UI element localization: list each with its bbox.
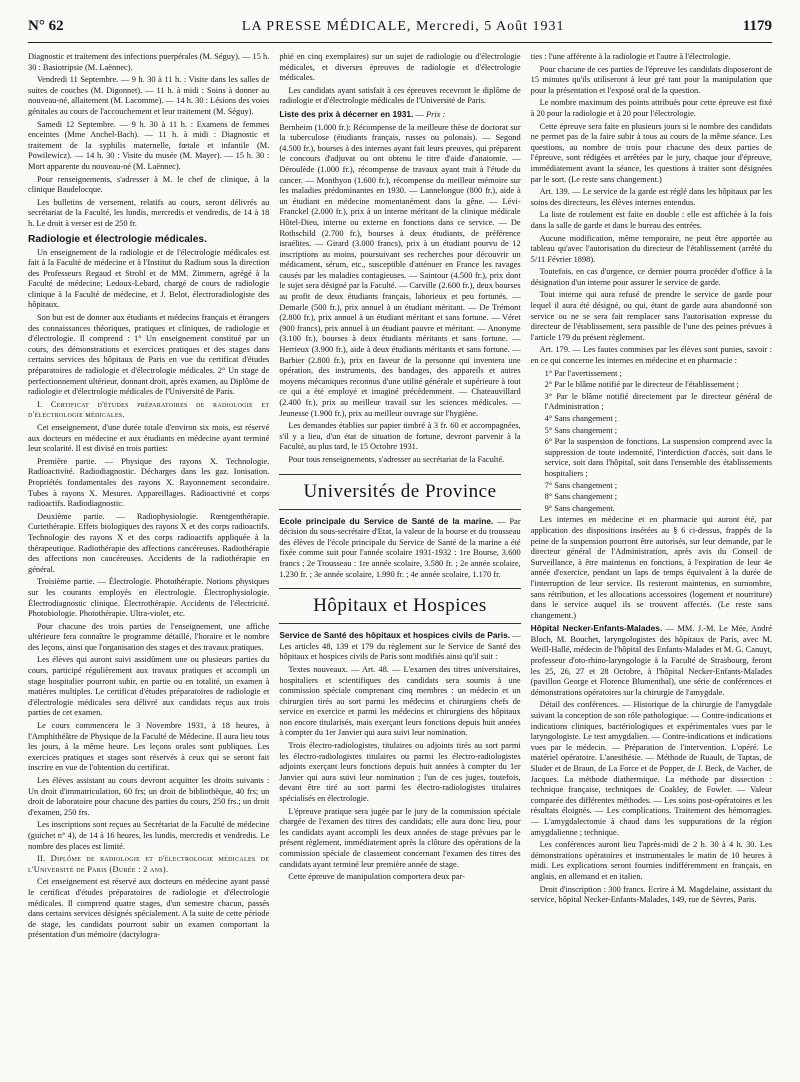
section-heading-prix: Liste des prix à décerner en 1931. (279, 108, 414, 119)
subheading-diplome: II. Diplôme de radiologie et d'électrologie médicales de l'Université de Paris (Durée : 2 ans). (28, 854, 270, 874)
paragraph: Bernheim (1.000 fr.): Récompense de la meilleure thèse de doctorat sur la tuberculose (étudiants français, russes ou polonais). — Segond (4.500 fr.), bourses à des internes ayant fait leurs preuves, qui préparent le concours d'adjuvat ou ont obtenu le titre d'aide d'anatomie. — Déroulède (1.000 fr.), récompense de travaux ayant trait à l'étude du cancer. — Monthyon (1.600 fr.), récompense du meilleur mémoire sur les maladies prédominantes en 1930. — Lannelongue (800 fr.), aide à un étudiant en médecine momentanément dans la gêne. — Lévi-Franckel (2.000 fr.), prix à un interne méritant de la clinique médicale Hôtel-Dieu, interne ou externe en fonctions dans ce service. — De Rothschild (2.700 fr.), bourses à deux étudiants, de préférence israélites. — Girard (3.000 francs), prix à un étudiant pourvu de 12 inscriptions au moins, poursuivant ses recherches pour découvrir un médicament, sérum, etc., susceptible d'atténuer en France les ravages causés par les maladies contagieuses. — Saintour (4.500 fr.), prix dont le sujet sera désigné par la Faculté. — Carville (2.600 fr.), deux bourses au profit de deux étudiants français, laborieux et peu fortunés. — Demarle (500 fr.), prix annuel à un étudiant méritant. — De Trémont (2.800 fr.), prix annuel à un étudiant méritant et sans fortune. — Véret (900 francs), prix annuel à un étudiant pauvre et méritant. — Anonyme (3.100 fr.), bourses à deux étudiants méritants et sans fortune. — Herrieux (3.900 fr.), aide à deux étudiants méritants et sans fortune. — Barbier (2.800 fr.), prix en faveur de la personne qui inventera une opération, des instruments, des bandages, des appareils et autres moyens mécaniques reconnus d'une utilité générale et supérieure à tout ce qui a été employé et imaginé précédemment. — Chateauvillard (2.400 fr.), prix au meilleur travail sur les sciences médicales. — Jeunesse (1.900 fr.), prix au meilleur ouvrage sur l'hygiène. (279, 122, 521, 418)
paragraph: Vendredi 11 Septembre. — 9 h. 30 à 11 h. : Visite dans les salles de suites de couches (M. Digonnet). — 11 h. à midi : Soins à donner au nouveau-né, allaitement (M. Lacomme). — 14 h. 30 : Lésions des voies génitales au cours de l'accouchement et leur traitement (M. Séguy). (28, 75, 270, 116)
paragraph: Textes nouveaux. — Art. 48. — L'examen des titres universitaires, hospitaliers et scientifiques des candidats sera soumis à une commission spéciale comprenant cinq membres : un médecin et un chirurgien tirés au sort parmi les médecins et chirurgiens chefs de service en exercice et parmi les médecins et chirurgiens des hôpitaux non encore titularisés, mais exerçant leurs fonctions depuis huit années à compter du 1er Janvier qui aura suivi leur nomination. (279, 664, 521, 738)
list-item: 4° Sans changement ; (544, 414, 618, 423)
paragraph: Pour renseignements, s'adresser à M. le chef de clinique, à la clinique Baudelocque. (28, 174, 270, 195)
service-paragraph: Service de Santé des hôpitaux et hospices civils de Paris. — Les articles 48, 139 et 179 du règlement sur le Service de Santé des hôpitaux et hospices civils de Paris sont modifiés ainsi qu'il suit : (279, 630, 521, 662)
paragraph: Toutefois, en cas d'urgence, ce dernier pourra procéder d'office à la désignation d'un interne pour assurer le service de garde. (530, 267, 772, 287)
paragraph: Cet enseignement est réservé aux docteurs en médecine ayant passé le certificat d'études préparatoires de radiologie et d'électrologie médicales. Il comprend quatre stages, d'un semestre chacun, passés dans certains services désignés spécialement. A la suite de cette période de stage, les candidats pourront subir un examen comportant la présentation d'un mémoire (dactylogra- (28, 877, 270, 940)
paragraph: Première partie. — Physique des rayons X. Technologie. Radioactivité. Radiodiagnostic. Décharges dans les gaz. Ionisation. Propriétés fondamentales des rayons X. Rayonnement secondaire. Tubes à rayons X. Mesures. Appareillages. Radioactivité et corps radioactifs. Radiodiagnostic. (28, 456, 270, 509)
paragraph: Trois électro-radiologistes, titulaires ou adjoints tirés au sort parmi les électro-radiologistes titulaires ou parmi les électro-radiologistes adjoints exerçant leurs fonctions depuis huit années à compter du 1er Janvier qui aura suivi leur nomination ; l'un de ces juges, toutefois, devant être tiré au sort parmi les électro-radiologistes titulaires spécialisés en électrologie. (279, 741, 521, 804)
subheading-service-sante: Service de Santé des hôpitaux et hospices civils de Paris. (279, 630, 511, 641)
paragraph: Pour chacune des trois parties de l'enseignement, une affiche ultérieure fera connaître le programme détaillé, l'horaire et le nombre des leçons, ainsi que l'organisation des stages et des travaux pratiques. (28, 621, 270, 652)
ecole-paragraph: Ecole principale du Service de Santé de la marine. — Par décision du sous-secrétaire d'Etat, la valeur de la bourse et du trousseau des élèves de l'école principale du Service de Santé de la marine a été fixée comme suit pour l'année scolaire 1931-1932 : 1re Bourse, 3.600 francs ; 2e Trousseau : 1re année scolaire, 3.580 fr. ; 2e année scolaire, 1.230 fr. ; 3e année scolaire, 1.990 fr. ; 4e année scolaire, 1.170 fr. (279, 515, 521, 579)
list-item: 8° Sans changement ; (544, 492, 618, 502)
paragraph: Aucune modification, même temporaire, ne peut être apportée au tableau qu'avec l'autorisation du directeur de l'établissement (arrêté du 5/11 Février 1898). (530, 233, 772, 264)
paragraph: Tout interne qui aura refusé de prendre le service de garde pour lequel il aura été désigné, ou qui, étant de garde aura abandonné son service ou ne se sera fait remplacer sans l'autorisation expresse du directeur de l'établissement, sera passible de l'une des peines prévues à l'article 179 du présent règlement. (530, 290, 772, 342)
paragraph: La liste de roulement est faite en double : elle est affichée à la fois dans la salle de garde et dans le bureau des entrées. (530, 210, 772, 230)
paragraph-text: Par décision du sous-secrétaire d'Etat, la valeur de la bourse et du trousseau des élèves de l'école principale du Service de Santé de la marine a été fixée comme suit pour l'année scolaire 1931-1932 : 1re Bourse, 3.600 francs ; 2e Trousseau : 1re année scolaire, 3.580 fr. ; 2e année scolaire, 1.230 fr. ; 3e année scolaire, 1.990 fr. ; 4e année scolaire, 1.170 fr. (279, 516, 521, 579)
section-heading-radiologie: Radiologie et électrologie médicales. (28, 233, 207, 245)
paragraph: Un enseignement de la radiologie et de l'électrologie médicales est fait à la Faculté de médecine et à l'Institut du Radium sous la direction des Professeurs Regaud et Strohl et de MM. Zimmern, agrégé à la Faculté de médecine; Ledoux-Lebard, chargé de cours de radiologie clinique à la Faculté de médecine, et J. Belot, électroradiologiste des hôpitaux. (28, 247, 270, 310)
prix-intro: Liste des prix à décerner en 1931. — Prix : (279, 108, 446, 119)
paragraph: ties : l'une afférente à la radiologie et l'autre à l'électrologie. (530, 52, 731, 61)
paragraph: Les demandes établies sur papier timbré à 3 fr. 60 et accompagnées, s'il y a lieu, d'un état de situation de fortune, devront parvenir à la Faculté, au plus tard, le 15 Octobre 1931. (279, 421, 521, 452)
article-columns (28, 52, 772, 1074)
page-header (28, 18, 772, 42)
paragraph: Droit d'inscription : 300 francs. Ecrire à M. Magdelaine, assistant du service, hôpital Necker-Enfants-Malades, 149, rue de Sèvres, Paris. (530, 884, 772, 905)
subheading-necker: Hôpital Necker-Enfants-Malades. (530, 623, 663, 634)
section-banner-universites: Universités de Province (279, 474, 520, 510)
column-2 (279, 52, 520, 1074)
list-item: 9° Sans changement. (544, 503, 615, 513)
paragraph: Troisième partie. — Électrologie. Photothérapie. Notions physiques sur les courants employés en électrologie. Électrophysiologie. Électrodiagnostic clinique. Électrothérapie. Accidents de l'électricité. Photobiologie. Photothérapie. Ultra-violet, etc. (28, 577, 270, 619)
subheading-certificat: I. Certificat d'études préparatoires de radiologie et d'électrologie médicales. (28, 399, 270, 420)
paragraph: Les internes en médecine et en pharmacie qui auront été, par application des dispositions insérées au § 6 ci-dessus, frappés de la peine de la suspension pourront être autorisés, sur leur demande, par le directeur général de l'Administration, après avis du Conseil de Surveillance, à être maintenus en fonctions, à l'expiration de leur 4e année d'exercice, pendant un laps de temps équivalent à la durée de l'interruption de leur service. Ils resteront maintenus, en surnombre, sans rétribution, et les allocations accessoires (logement et nourriture) dans le service auquel ils se trouvent affectés. (Le reste sans changement.) (530, 515, 772, 620)
list-item: 7° Sans changement ; (544, 480, 618, 490)
section-banner-hopitaux: Hôpitaux et Hospices (279, 588, 520, 624)
prix-label: Prix : (425, 109, 446, 119)
paragraph: Art. 139. — Le service de la garde est réglé dans les hôpitaux par les soins des directeurs, les élèves internes entendus. (530, 187, 772, 207)
paragraph: Samedi 12 Septembre. — 9 h. 30 à 11 h. : Examens de femmes enceintes (Mme Anchel-Bach). — 11 h. à midi : Diagnostic et traitement de la syphilis maternelle, fœtale et infantile (M. Powilewicz). — 14 h. 30 : Visite du musée (M. Mayer). — 15 h. 30 : Mort apparente du nouveau-né (M. Laënnec). (28, 119, 270, 171)
paragraph: Cette épreuve de manipulation comportera deux par- (288, 872, 465, 882)
list-item: 1° Par l'avertissement ; (544, 368, 622, 378)
paragraph: Art. 179. — Les fautes commises par les élèves sont punies, savoir : en ce qui concerne les internes en médecine et en pharmacie : (530, 345, 772, 366)
issue-number: N° 62 (28, 18, 64, 34)
paragraph: Le cours commencera le 3 Novembre 1931, à 18 heures, à l'Amphithéâtre de Physique de la Faculté de Médecine. Il aura lieu tous les jours, à la même heure. Les leçons orales sont publiques. Les exercices pratiques et stages sont réservés à ceux qui se seront fait inscrire en vue de l'obtention du certificat. (28, 721, 270, 773)
paragraph: Les bulletins de versement, relatifs au cours, seront délivrés au secrétariat de la Faculté, les lundis, mercredis et vendredis, de 14 à 18 h. Le droit à verser est de 250 fr. (28, 197, 270, 228)
subheading-ecole-marine: Ecole principale du Service de Santé de la marine. (279, 515, 494, 526)
paragraph: Les élèves assistant au cours devront acquitter les droits suivants : Un droit d'immatriculation, 60 frs; un droit de bibliothèque, 40 frs; un droit de laboratoire pour chacune des parties du cours, 250 frs.; un droit d'examen, 250 frs. (28, 776, 270, 817)
paragraph: Pour tous renseignements, s'adresser au secrétariat de la Faculté. (288, 454, 505, 464)
paragraph: Les conférences auront lieu l'après-midi de 2 h. 30 à 4 h. 30. Les démonstrations opératoires et instrumentales le matin de 10 heures à midi. Les explications seront fournies indifféremment en français, en anglais, en allemand et en italien. (530, 840, 772, 881)
necker-paragraph: Hôpital Necker-Enfants-Malades. — MM. J.-M. Le Mée, André Bloch, M. Bouchet, laryngologistes des hôpitaux de Paris, avec M. Weill-Hallé, médecin de l'hôpital des Enfants-Malades et M. G. Canuyt, professeur d'oto-rhino-laryngologie à la Faculté de Strasbourg, feront les 25, 26, 27 et 28 Octobre, à l'hôpital Necker-Enfants-Malades (pavillon George et Florence Blumenthal), une série de conférences et démonstrations opératoires sur la chirurgie de l'amygdale. (530, 623, 772, 697)
list-item: 3° Par le blâme notifié directement par le directeur général de l'Administration ; (544, 391, 772, 412)
column-1 (28, 52, 269, 1074)
paragraph: Les inscriptions sont reçues au Secrétariat de la Faculté de médecine (guichet n° 4), de 14 à 16 heures, les lundis, mercredis et vendredis. Le nombre des places est limité. (28, 820, 270, 851)
paragraph: Deuxième partie. — Radiophysiologie. Rœntgenthérapie. Curiethérapie. Effets biologiques des rayons X et des corps radioactifs. Technologie des rayons X et des corps radioactifs appliquée à la thérapeutique. Radiothérapie des affections cancéreuses. Radiothérapie des affections non cancéreuses. Accidents de la radiothérapie en général. (28, 511, 270, 574)
paragraph-text: Les articles 48, 139 et 179 du règlement sur le Service de Santé des hôpitaux et hospices civils de Paris sont modifiés ainsi qu'il suit : (279, 641, 521, 662)
paragraph: Cette épreuve sera faite en plusieurs jours si le nombre des candidats ne permet pas de la faire subir à tous au cours de la même séance. Les questions, au nombre de trois pour chacune des deux parties de l'épreuve, sont rédigées et arrêtées par le jury, chaque jour d'épreuve, immédiatement avant la séance, les questions à traiter sont désignées par le sort. (Le reste sans changement.) (530, 121, 772, 184)
header-rule (28, 42, 772, 43)
paragraph: Les candidats ayant satisfait à ces épreuves recevront le diplôme de radiologie et d'électrologie médicales de l'Université de Paris. (279, 85, 521, 106)
paragraph: Pour chacune de ces parties de l'épreuve les candidats disposeront de 15 minutes qu'ils utiliseront à leur gré tant pour la manipulation que pour la présentation et l'exposé oral de la question. (530, 64, 772, 95)
paragraph-text: MM. J.-M. Le Mée, André Bloch, M. Bouchet, laryngologistes des hôpitaux de Paris, avec M. Weill-Hallé, médecin de l'hôpital des Enfants-Malades et M. G. Canuyt, professeur d'oto-rhino-laryngologie à la Faculté de Strasbourg, feront les 25, 26, 27 et 28 Octobre, à l'hôpital Necker-Enfants-Malades (pavillon George et Florence Blumenthal), une série de conférences et démonstrations opératoires sur la chirurgie de l'amygdale. (530, 624, 772, 697)
running-title (242, 19, 565, 35)
journal-name: LA PRESSE MÉDICALE, (241, 19, 412, 34)
penalties-list (531, 369, 772, 515)
column-3 (531, 52, 772, 1074)
paragraph: L'épreuve pratique sera jugée par le jury de la commission spéciale chargée de l'examen des titres des candidats; elle aura donc lieu, pour les candidats ayant accompli les deux années de stage prévues par le présent règlement, immédiatement après la clôture des opérations de la commission spéciale de classement concernant l'examen des titres des candidats ayant terminé leur première année de stage. (279, 806, 521, 869)
paragraph: Cet enseignement, d'une durée totale d'environ six mois, est réservé aux docteurs en médecine et aux étudiants en médecine ayant terminé leur scolarité. Il est divisé en trois parties: (28, 423, 270, 454)
issue-date: Mercredi, 5 Août 1931 (415, 19, 565, 34)
paragraph: Détail des conférences. — Historique de la chirurgie de l'amygdale suivant la conception de son rôle pathologique. — Contre-indications et indications cliniques, bactériologiques et expérimentales vues par le laryngologiste. Le test amygdalien. — Contre-indications et indications vues par le médecin. — Préparation de l'intervention. L'opéré. Le matériel opératoire. L'anesthésie. — Méthode de Ruault, de Taptas, de Sluder et de Braun, de La Force et de Popper, de J. Beck, de Vacher, de Jacques. La méthode diathermique. La méthode par dissection : technique française, techniques de Coakley, de Fowler. — Valeur comparée des différentes méthodes. — Les soins post-opératoires et les résultats éloignés. — Les complications. Traitement des hémorragies. — L'amygdalectomie à chaud dans les suppurations de la région amygdalienne ; technique. (530, 700, 772, 837)
list-item: 5° Sans changement ; (544, 425, 618, 435)
page-number: 1179 (742, 18, 772, 34)
paragraph: Diagnostic et traitement des infections puerpérales (M. Séguy). — 15 h. 30 : Basiotripsie (M. Laënnec). (28, 52, 270, 72)
paragraph: phié en cinq exemplaires) sur un sujet de radiologie ou d'électrologie médicales, et diverses épreuves de radiologie et d'électrologie médicales. (279, 52, 521, 83)
list-item: 2° Par le blâme notifié par le directeur de l'établissement ; (544, 380, 739, 390)
paragraph: Les élèves qui auront suivi assidûment une ou plusieurs parties du cours, participé régulièrement aux travaux pratiques et accompli un stage hospitalier pourront subir, en partie ou en totalité, un examen à matières multiples. Le certificat d'études préparatoires de radiologie et d'électrologie médicales sera délivré aux candidats reçus aux trois parties de cet examen. (28, 655, 270, 718)
list-item: 6° Par la suspension de fonctions. La suspension comprend avec la suppression de toute indemnité, l'interdiction d'accès, soit dans le service, soit dans l'hôpital, soit dans l'ensemble des établissements hospitaliers ; (544, 437, 772, 478)
paragraph: Le nombre maximum des points attribués pour cette épreuve est fixé à 20 pour la radiologie et à 20 pour l'électrologie. (530, 98, 772, 118)
paragraph: Son but est de donner aux étudiants et médecins français et étrangers des connaissances théoriques, pratiques et cliniques, de radiologie et d'électrologie. Il comprend : 1° Un enseignement constitué par un cours, des démonstrations et exercices pratiques et des stages dans certains services des hôpitaux de Paris en vue du certificat d'études préparatoires de radiologie et d'électrologie médicales. 2° Un stage de perfectionnement ultérieur, donnant droit, après examen, au Diplôme de radiologie et d'électrologie médicales de l'Université de Paris. (28, 313, 270, 397)
